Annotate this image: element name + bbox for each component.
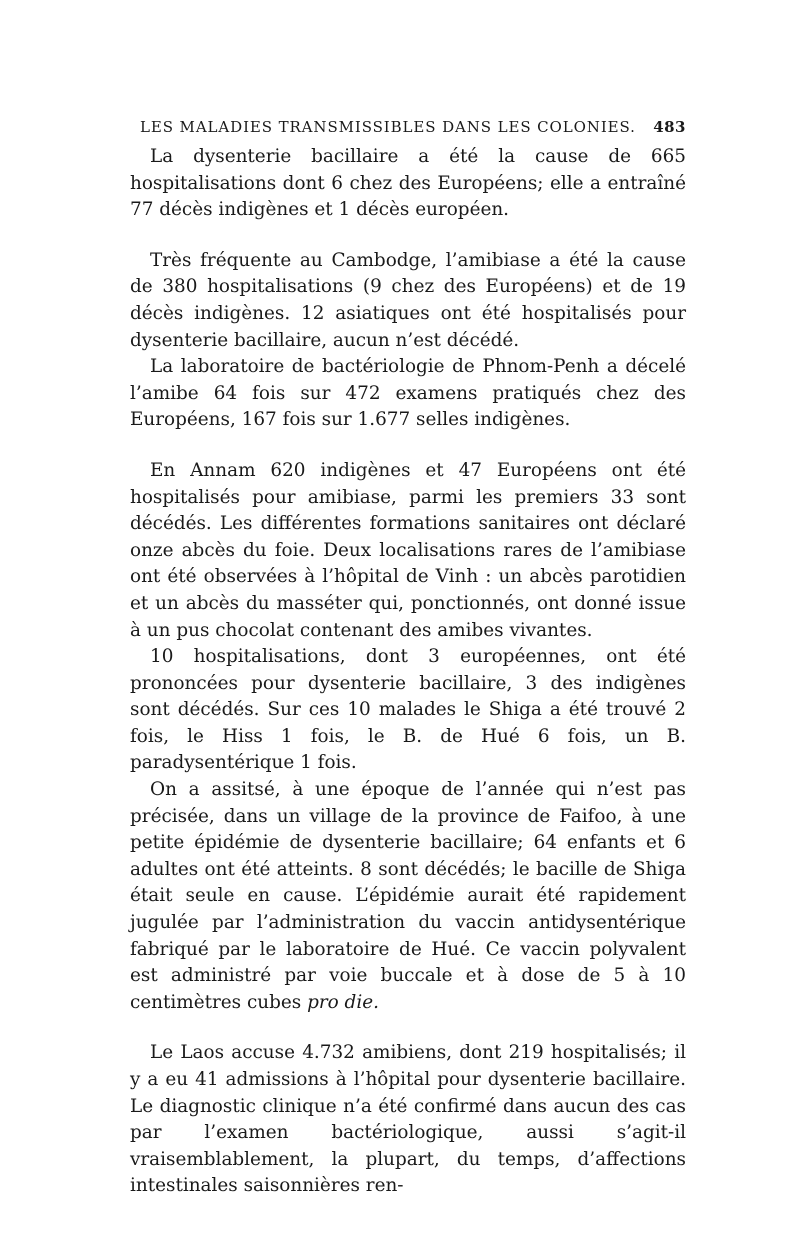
latin-phrase: pro die. [307, 991, 379, 1013]
running-title: LES MALADIES TRANSMISSIBLES DANS LES COLONIES. [140, 118, 636, 136]
book-page [130, 118, 686, 1200]
paragraph-annam-bacillaire: 10 hospitalisations, dont 3 européennes, ont été prononcées pour dysenterie bacillaire, 3 des indigènes sont décédés. Sur ces 10 malades le Shiga a été trouvé 2 fois, le Hiss 1 fois, le B. de Hué 6 fois, un B. paradysentérique 1 fois. [130, 646, 686, 774]
paragraph-faifoo-epidemie: On a assitsé, à une époque de l’année qui n’est pas précisée, dans un village de la province de Faifoo, à une petite épidémie de dysenterie bacillaire; 64 enfants et 6 adultes ont été atteints. 8 sont décédés; le bacille de Shiga était seule en cause. L’épidémie aurait été rapidement jugulée par l’administration du vaccin antidysentérique fabriqué par le laboratoire de Hué. Ce vaccin polyvalent est administré par voie buccale et à dose de 5 à 10 centimètres cubes pro die. [130, 779, 686, 1013]
paragraph-annam: En Annam 620 indigènes et 47 Européens ont été hospitalisés pour amibiase, parmi les premiers 33 sont décédés. Les différentes formations sanitaires ont déclaré onze abcès du foie. Deux localisations rares de l’amibiase ont été observées à l’hôpital de Vinh : un abcès parotidien et un abcès du masséter qui, ponctionnés, ont donné issue à un pus chocolat contenant des amibes vivantes. [130, 459, 686, 641]
paragraph-cambodge: Très fréquente au Cambodge, l’amibiase a été la cause de 380 hospitalisations (9 chez des Européens) et de 19 décès indigènes. 12 asiatiques ont été hospitalisés pour dysenterie bacillaire, aucun n’est décédé. [130, 249, 686, 351]
running-head [130, 118, 686, 136]
paragraph-laos: Le Laos accuse 4.732 amibiens, dont 219 hospitalisés; il y a eu 41 admissions à l’hôpital pour dysenterie bacillaire. Le diagnostic clinique n’a été confirmé dans aucun des cas par l’examen bactériologique, aussi s’agit-il vraisemblablement, la plupart, du temps, d’affections intestinales saisonnières ren- [130, 1042, 686, 1197]
paragraph-dysenterie-cochinchine: La dysenterie bacillaire a été la cause de 665 hospitalisations dont 6 chez des Européens; elle a entraîné 77 décès indigènes et 1 décès européen. [130, 146, 686, 221]
page-number: 483 [653, 118, 686, 136]
paragraph-laboratoire-phnom-penh: La laboratoire de bactériologie de Phnom-Penh a décelé l’amibe 64 fois sur 472 examens pratiqués chez des Européens, 167 fois sur 1.677 selles indigènes. [130, 356, 686, 431]
